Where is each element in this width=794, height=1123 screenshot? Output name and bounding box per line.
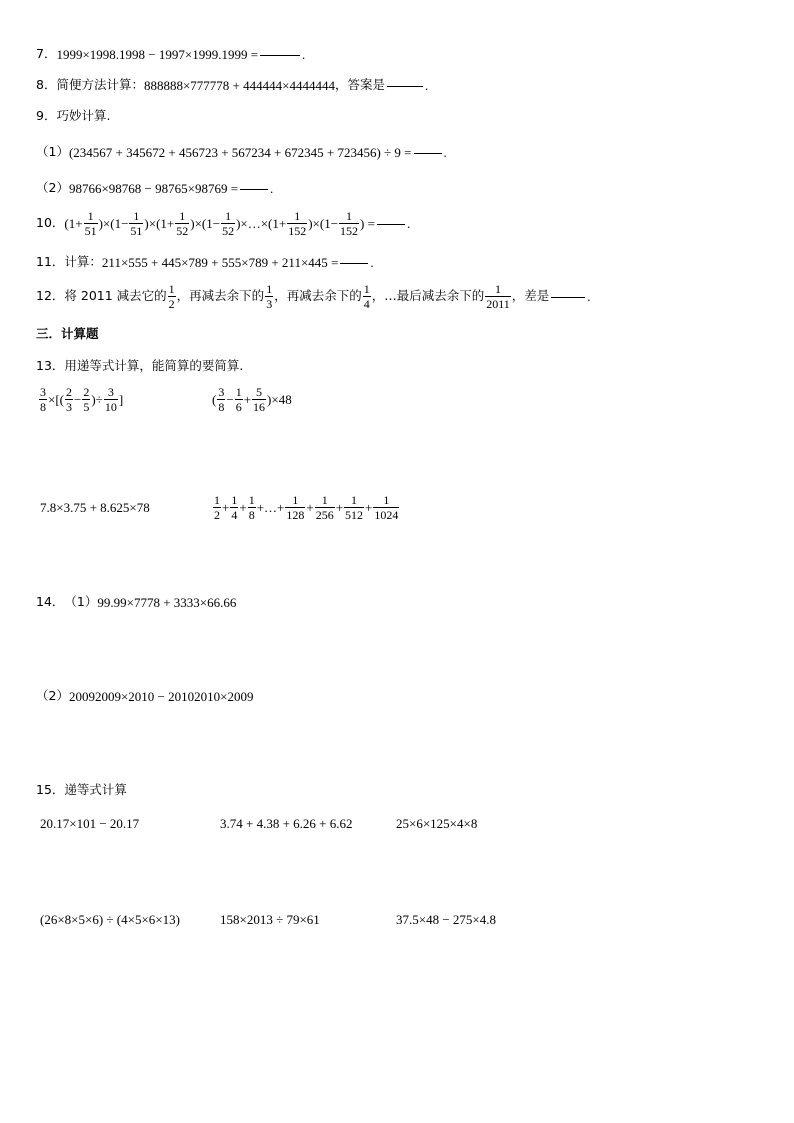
question-14-2: [36, 690, 253, 703]
fraction: [213, 494, 221, 521]
fraction: [129, 210, 143, 237]
expr-part: +: [222, 499, 230, 515]
expr-part: −: [226, 391, 234, 407]
fraction: [39, 386, 47, 413]
expr-part: )×(1+: [144, 216, 175, 231]
question-number: 12．: [36, 288, 65, 304]
numerator: 1: [321, 493, 328, 507]
fraction: [84, 210, 98, 237]
fraction: [217, 386, 225, 413]
expr-part: )×(1−: [308, 216, 339, 231]
fraction: [168, 283, 176, 310]
q15-expr-6: [396, 912, 496, 928]
answer-blank[interactable]: [551, 296, 585, 298]
expr-part: ×[(: [48, 391, 64, 407]
denominator: 2: [214, 508, 220, 522]
numerator: 1: [225, 209, 232, 223]
period: .: [424, 78, 429, 93]
period: .: [270, 181, 274, 196]
fraction: [175, 210, 189, 237]
denominator: 4: [363, 297, 370, 311]
question-number: 14．: [36, 594, 65, 610]
question-9-2: [36, 182, 273, 195]
sub-number: （2）: [36, 180, 69, 196]
period: .: [443, 145, 447, 160]
numerator: 1: [235, 385, 242, 399]
question-text: 递等式计算: [64, 782, 127, 797]
denominator: 6: [235, 400, 242, 414]
numerator: 1: [133, 209, 140, 223]
expr-part: (: [212, 391, 217, 407]
numerator: 1: [346, 209, 353, 223]
denominator: 51: [84, 224, 97, 238]
fraction: [265, 283, 273, 310]
expr-part: +: [239, 499, 247, 515]
sub-number: （2）: [36, 688, 69, 704]
denominator: 128: [286, 508, 305, 522]
question-text: ，再减去余下的: [274, 288, 362, 304]
numerator: 5: [256, 385, 263, 399]
denominator: 2: [168, 297, 175, 311]
denominator: 8: [218, 400, 225, 414]
expr-part: )×48: [267, 391, 292, 407]
expression: 1999×1998.1998 − 1997×1999.1999 =: [56, 47, 259, 62]
q13-expr-d: [212, 494, 400, 521]
question-13: [36, 360, 243, 373]
expression: 20.17×101 − 20.17: [40, 816, 140, 831]
expression: (26×8×5×6) ÷ (4×5×6×13): [40, 912, 180, 927]
expr-part: ]: [118, 391, 124, 407]
numerator: 1: [248, 493, 255, 507]
question-text: ，…最后减去余下的: [371, 288, 485, 304]
expression: 98766×98768 − 98765×98769 =: [68, 181, 239, 196]
fraction: [230, 494, 238, 521]
question-9: [36, 110, 110, 123]
denominator: 5: [83, 400, 90, 414]
q15-expr-5: [220, 912, 320, 928]
question-number: 7．: [36, 46, 57, 62]
fraction: [285, 494, 305, 521]
expression: 158×2013 ÷ 79×61: [220, 912, 320, 927]
answer-blank[interactable]: [260, 54, 300, 56]
denominator: 52: [176, 224, 189, 238]
numerator: 1: [87, 209, 94, 223]
period: .: [406, 216, 411, 231]
section-heading: 三．计算题: [36, 326, 99, 341]
question-14-1: [36, 596, 236, 609]
expression: 888888×777778 + 444444×4444444: [143, 78, 335, 93]
numerator: 1: [292, 493, 299, 507]
numerator: 1: [179, 209, 186, 223]
fraction: [248, 494, 256, 521]
numerator: 3: [218, 385, 225, 399]
denominator: 8: [248, 508, 255, 522]
expr-part: −: [74, 391, 82, 407]
numerator: 1: [351, 493, 358, 507]
question-number: 10．: [36, 215, 65, 231]
denominator: 512: [345, 508, 364, 522]
expr-part: )×(1−: [190, 216, 221, 231]
q15-expr-1: [40, 816, 139, 832]
question-9-1: [36, 146, 447, 159]
q13-expr-b: [212, 386, 292, 413]
numerator: 3: [107, 385, 114, 399]
denominator: 152: [288, 224, 307, 238]
question-12: [36, 283, 591, 310]
denominator: 3: [66, 400, 72, 414]
denominator: 16: [253, 400, 266, 414]
question-text: ，再减去余下的: [176, 288, 265, 304]
question-number: 8．: [36, 77, 57, 93]
question-15: [36, 784, 127, 797]
answer-blank[interactable]: [377, 223, 405, 225]
expression: 99.99×7778 + 3333×66.66: [97, 595, 237, 610]
period: .: [587, 289, 591, 304]
expr-part: )×(1−: [98, 216, 129, 231]
numerator: 1: [266, 282, 273, 296]
fraction: [363, 283, 371, 310]
numerator: 1: [231, 493, 238, 507]
expr-part: )×…×(1+: [236, 216, 287, 231]
denominator: 8: [40, 400, 46, 414]
question-8: [36, 79, 428, 92]
denominator: 152: [340, 224, 359, 238]
numerator: 2: [66, 385, 72, 399]
sub-number: （1）: [64, 594, 98, 610]
period: .: [370, 255, 374, 270]
expression: 25×6×125×4×8: [396, 816, 478, 831]
fraction: [82, 386, 90, 413]
question-text: 简便方法计算：: [56, 77, 144, 93]
fraction: [104, 386, 118, 413]
q15-expr-3: [396, 816, 477, 832]
question-number: 11．: [36, 254, 65, 270]
answer-blank[interactable]: [387, 85, 423, 87]
fraction: [485, 283, 511, 310]
expression: (234567 + 345672 + 456723 + 567234 + 672345 + 723456) ÷ 9 =: [68, 145, 412, 160]
sub-number: （1）: [36, 144, 69, 160]
numerator: 3: [40, 385, 46, 399]
q13-expr-c: [40, 500, 150, 516]
expression: 20092009×2010 − 20102010×2009: [68, 689, 254, 704]
question-text: 将 2011 减去它的: [64, 288, 167, 304]
expression: 3.74 + 4.38 + 6.26 + 6.62: [220, 816, 353, 831]
expression: 37.5×48 − 275×4.8: [396, 912, 496, 927]
denominator: 1024: [374, 508, 399, 522]
fraction: [373, 494, 399, 521]
fraction: [339, 210, 359, 237]
expression: 7.8×3.75 + 8.625×78: [40, 500, 150, 515]
expr-part: )÷: [91, 391, 103, 407]
question-number: 9．: [36, 108, 57, 123]
question-text-after: ，答案是: [334, 77, 385, 93]
question-11: [36, 256, 374, 269]
q13-expr-a: [38, 386, 123, 413]
question-7: [36, 48, 305, 61]
fraction: [252, 386, 266, 413]
answer-blank[interactable]: [240, 188, 268, 190]
fraction: [287, 210, 307, 237]
expr-part: (1+: [64, 216, 83, 231]
question-number: 13．: [36, 358, 65, 373]
denominator: 256: [315, 508, 334, 522]
expr-part: +…+: [256, 499, 285, 515]
numerator: 1: [495, 282, 501, 296]
fraction: [65, 386, 73, 413]
denominator: 4: [231, 508, 238, 522]
question-text: ，差是: [511, 288, 550, 304]
q15-expr-4: [40, 912, 180, 928]
numerator: 1: [294, 209, 301, 223]
fraction: [315, 494, 335, 521]
fraction: [235, 386, 243, 413]
answer-blank[interactable]: [340, 262, 368, 264]
denominator: 10: [104, 400, 117, 414]
question-text: 用递等式计算，能简算的要简算.: [64, 358, 244, 373]
question-text: 计算：: [64, 254, 102, 270]
q15-expr-2: [220, 816, 353, 832]
numerator: 2: [83, 385, 90, 399]
expr-part: +: [335, 499, 344, 515]
denominator: 52: [222, 224, 235, 238]
expression: 211×555 + 445×789 + 555×789 + 211×445 =: [101, 255, 339, 270]
numerator: 1: [168, 282, 175, 296]
numerator: 1: [363, 282, 370, 296]
question-number: 15．: [36, 782, 65, 797]
fraction: [221, 210, 235, 237]
question-10: [36, 210, 410, 237]
expr-part: +: [365, 499, 373, 515]
numerator: 1: [383, 493, 390, 507]
denominator: 2011: [486, 297, 510, 311]
numerator: 1: [214, 493, 220, 507]
denominator: 51: [130, 224, 143, 238]
denominator: 3: [266, 297, 273, 311]
question-text: 巧妙计算.: [56, 108, 111, 123]
answer-blank[interactable]: [414, 152, 442, 154]
expr-part: +: [243, 391, 252, 407]
expr-part: ) =: [360, 216, 375, 231]
period: .: [302, 47, 306, 62]
expr-part: +: [306, 499, 314, 515]
fraction: [344, 494, 364, 521]
